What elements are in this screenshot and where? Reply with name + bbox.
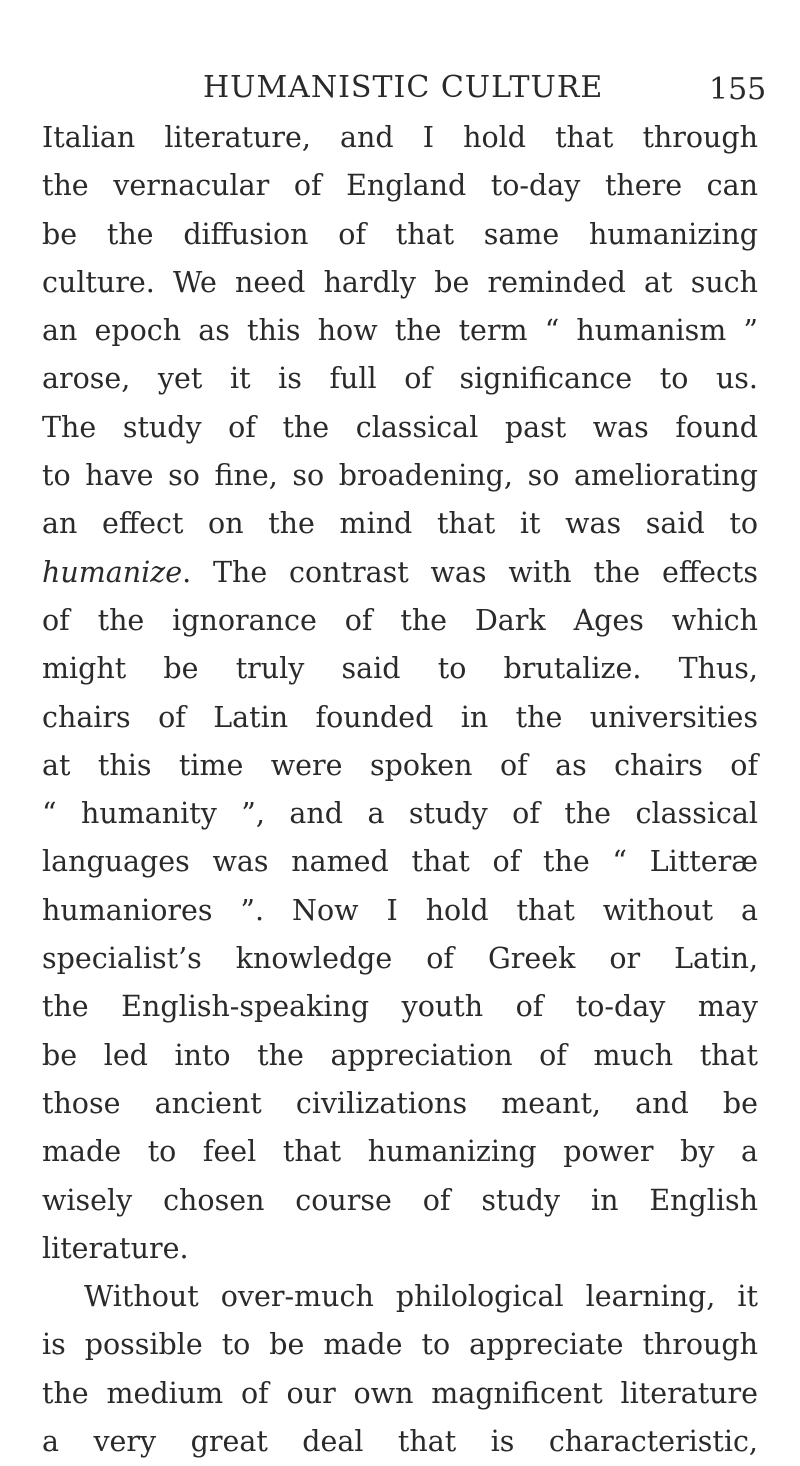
text-line: the vernacular of England to-day there can xyxy=(42,169,758,203)
running-head-title: HUMANISTIC CULTURE xyxy=(203,70,604,105)
text-line: is possible to be made to appreciate through xyxy=(42,1328,758,1362)
text-line: the medium of our own magnificent literature xyxy=(42,1376,758,1410)
text-line: culture. We need hardly be reminded at such xyxy=(42,265,758,299)
page-body xyxy=(42,114,758,1466)
text-line xyxy=(42,549,758,597)
italic-word: humanize xyxy=(42,555,183,589)
text-line: the English-speaking youth of to-day may xyxy=(42,990,758,1024)
text-line: “ humanity ”, and a study of the classical xyxy=(42,797,758,831)
text-line: languages was named that of the “ Litteræ xyxy=(42,845,758,879)
text-line: Italian literature, and I hold that through xyxy=(42,121,758,154)
text-line: those ancient civilizations meant, and be xyxy=(42,1086,758,1120)
paragraph-start-line: Without over-much philological learning, it xyxy=(84,1280,758,1314)
paragraph-end-line: literature. xyxy=(42,1231,189,1265)
text-line: specialist’s knowledge of Greek or Latin, xyxy=(42,942,758,976)
text-line: arose, yet it is full of significance to us. xyxy=(42,362,758,396)
page-number: 155 xyxy=(709,72,767,107)
text-line: be the diffusion of that same humanizing xyxy=(42,217,758,251)
line-remainder: . The contrast was with the effects xyxy=(182,555,758,589)
text-line: a very great deal that is characteristic, xyxy=(42,1425,758,1459)
text-line: at this time were spoken of as chairs of xyxy=(42,748,758,782)
text-line: be led into the appreciation of much that xyxy=(42,1038,758,1072)
text-line: wisely chosen course of study in English xyxy=(42,1183,758,1217)
text-line: humaniores ”. Now I hold that without a xyxy=(42,893,758,927)
text-line: an epoch as this how the term “ humanism ” xyxy=(42,314,758,348)
text-line: chairs of Latin founded in the universities xyxy=(42,700,758,734)
text-line: might be truly said to brutalize. Thus, xyxy=(42,652,758,686)
text-line: The study of the classical past was found xyxy=(42,410,758,444)
running-header xyxy=(0,70,800,120)
text-line: of the ignorance of the Dark Ages which xyxy=(42,603,758,637)
text-line: to have so fine, so broadening, so ameliorating xyxy=(42,459,758,493)
text-line: made to feel that humanizing power by a xyxy=(42,1135,758,1169)
text-line: an effect on the mind that it was said to xyxy=(42,507,758,541)
